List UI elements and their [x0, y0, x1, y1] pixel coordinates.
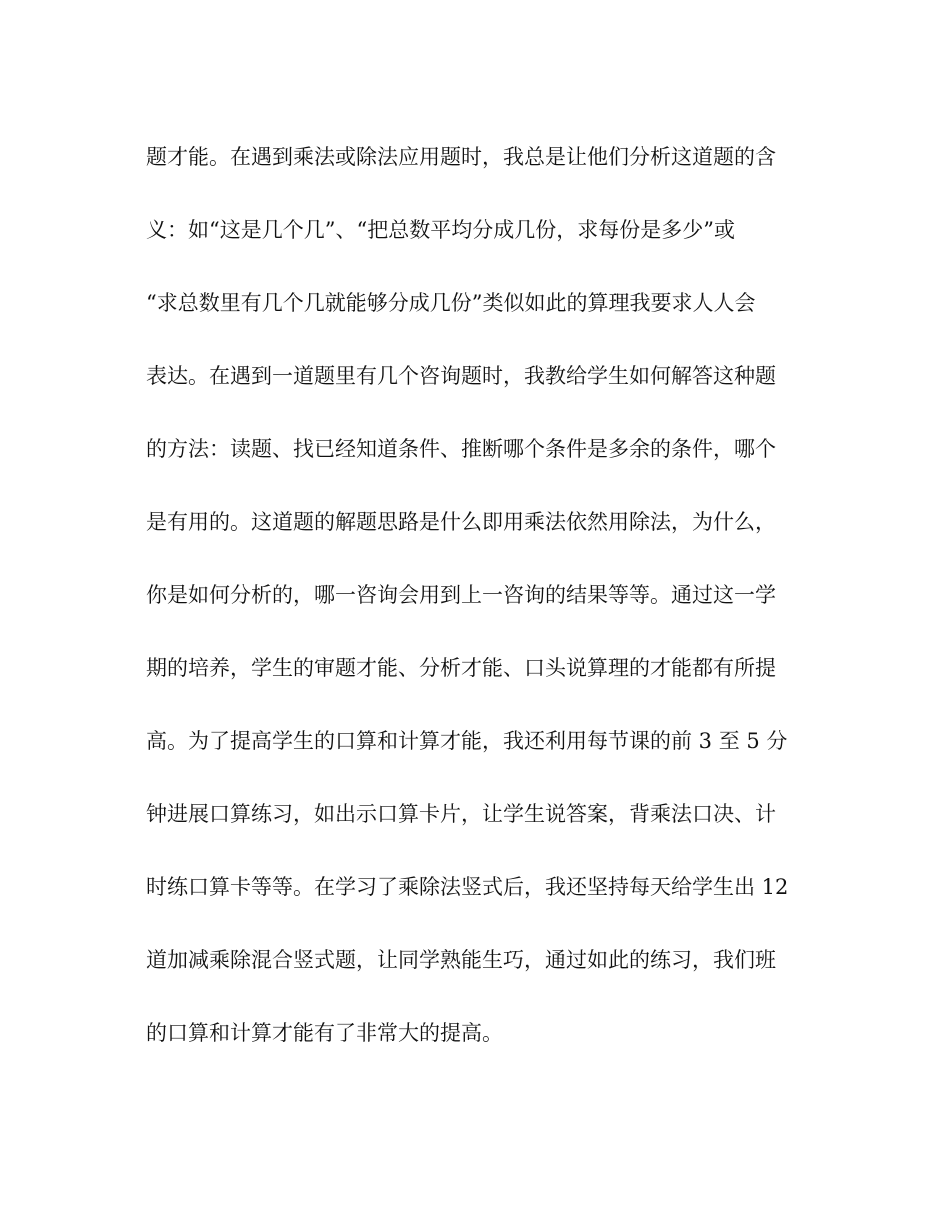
text-line: 的口算和计算才能有了非常大的提高。 [146, 1021, 503, 1045]
text-line: 表达。在遇到一道题里有几个咨询题时，我教给学生如何解答这种题 [146, 364, 776, 388]
body-paragraph [146, 134, 816, 1083]
text-line: “求总数里有几个几就能够分成几份”类似如此的算理我要求人人会 [146, 291, 756, 315]
text-line: 时练口算卡等等。在学习了乘除法竖式后，我还坚持每天给学生出 12 [146, 875, 789, 899]
text-line: 道加减乘除混合竖式题，让同学熟能生巧，通过如此的练习，我们班 [146, 948, 776, 972]
text-line: 钟进展口算练习，如出示口算卡片，让学生说答案，背乘法口决、计 [146, 802, 776, 826]
text-line: 高。为了提高学生的口算和计算才能，我还利用每节课的前 3 至 5 分 [146, 729, 788, 753]
text-line: 的方法：读题、找已经知道条件、推断哪个条件是多余的条件，哪个 [146, 437, 776, 461]
text-line: 你是如何分析的，哪一咨询会用到上一咨询的结果等等。通过这一学 [146, 583, 776, 607]
text-line: 期的培养，学生的审题才能、分析才能、口头说算理的才能都有所提 [146, 656, 776, 680]
text-line: 义：如“这是几个几”、“把总数平均分成几份，求每份是多少”或 [146, 218, 735, 242]
text-line: 题才能。在遇到乘法或除法应用题时，我总是让他们分析这道题的含 [146, 145, 776, 169]
text-line: 是有用的。这道题的解题思路是什么即用乘法依然用除法，为什么， [146, 510, 776, 534]
